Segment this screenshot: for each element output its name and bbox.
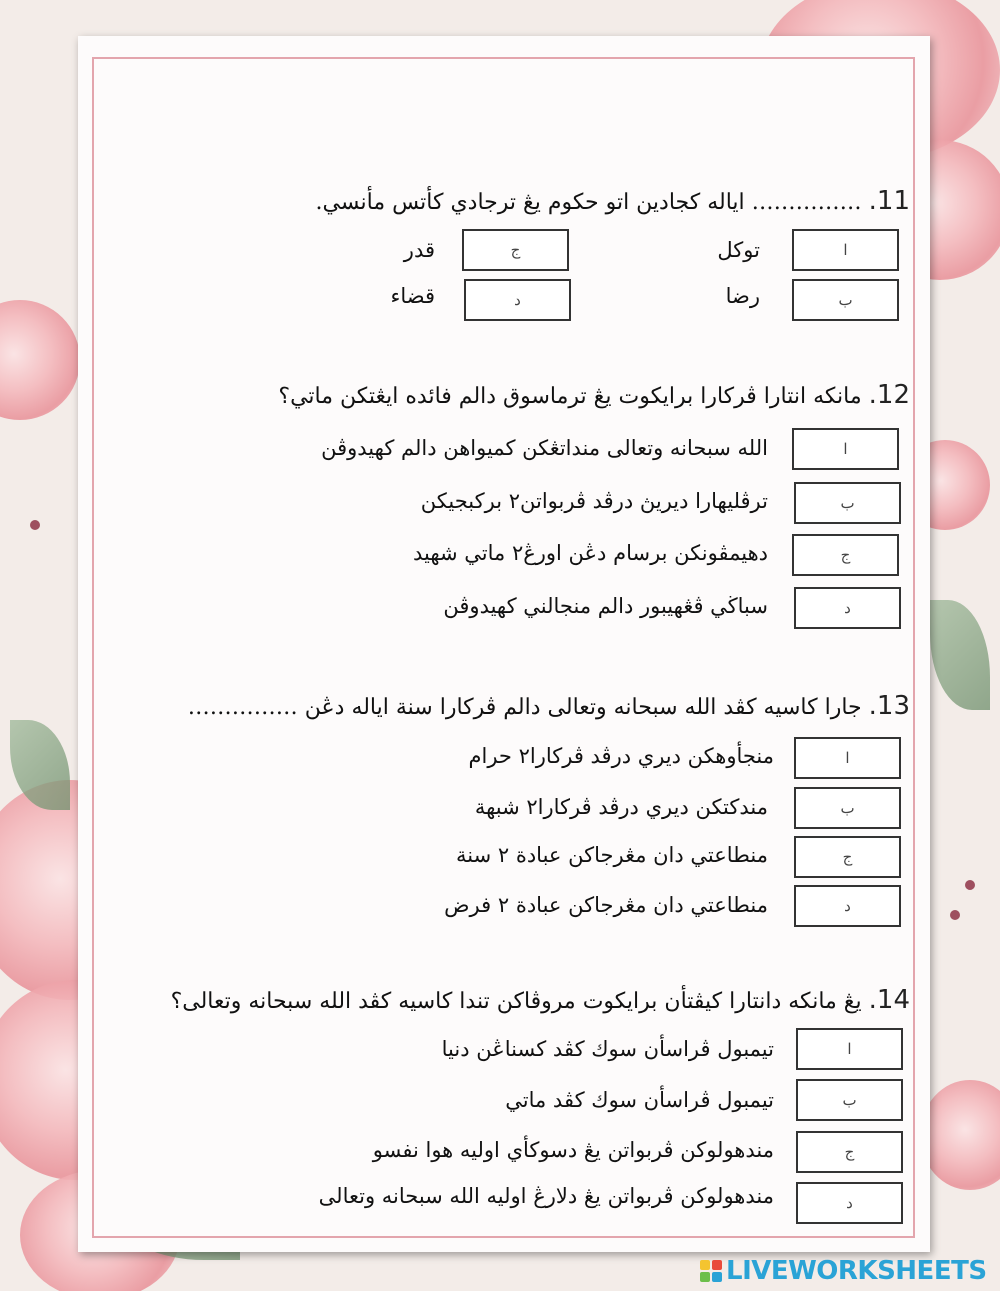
answer-box-d[interactable]: د <box>794 885 901 927</box>
option-d: سباڬي ڤڠهيبور دالم منجالني كهيدوڤن <box>443 594 768 618</box>
answer-box-c[interactable]: ج <box>462 229 569 271</box>
logo-icon <box>700 1260 722 1282</box>
option-d: قضاء <box>390 284 435 308</box>
question-text: مانكه انتارا ڤركارا برايكوت يڠ ترماسوق دالم فائده ايڠتكن ماتي؟ <box>278 384 862 409</box>
question-text: يڠ مانكه دانتارا كيڤتأن برايكوت مروڤاكن تندا كاسيه كڤد الله سبحانه وتعالى؟ <box>170 989 862 1014</box>
option-b: رضا <box>725 284 760 308</box>
option-c: مندهولوكن ڤربواتن يڠ دسوكأي اوليه هوا نفسو <box>372 1138 774 1162</box>
question-number: 12. <box>868 380 910 410</box>
answer-box-d[interactable]: د <box>794 587 901 629</box>
question-11 <box>316 186 910 216</box>
question-text: جارا كاسيه كڤد الله سبحانه وتعالى دالم ڤركارا سنة اياله دڠن …………… <box>187 695 862 720</box>
option-d: مندهولوكن ڤربواتن يڠ دلارڠ اوليه الله سبحانه وتعالى <box>318 1184 774 1208</box>
option-c: منطاعتي دان مڠرجاكن عبادة ٢ سنة <box>456 843 768 867</box>
answer-box-b[interactable]: ب <box>794 482 901 524</box>
option-c: قدر <box>403 238 435 262</box>
liveworksheets-logo <box>700 1256 987 1286</box>
question-number: 14. <box>868 985 910 1015</box>
answer-box-d[interactable]: د <box>464 279 571 321</box>
option-a: توكل <box>717 238 760 262</box>
answer-box-c[interactable]: ج <box>796 1131 903 1173</box>
question-12 <box>278 380 910 410</box>
answer-box-a[interactable]: ا <box>792 229 899 271</box>
option-a: تيمبول ڤراسأن سوك كڤد كسناڠن دنيا <box>441 1037 774 1061</box>
option-d: منطاعتي دان مڠرجاكن عبادة ٢ فرض <box>444 893 768 917</box>
answer-box-a[interactable]: ا <box>792 428 899 470</box>
answer-box-a[interactable]: ا <box>794 737 901 779</box>
answer-box-b[interactable]: ب <box>796 1079 903 1121</box>
answer-box-b[interactable]: ب <box>792 279 899 321</box>
question-14 <box>171 985 910 1015</box>
question-13 <box>188 691 910 721</box>
answer-box-a[interactable]: ا <box>796 1028 903 1070</box>
logo-text: LIVEWORKSHEETS <box>726 1256 987 1286</box>
option-a: الله سبحانه وتعالى منداتڠكن كميواهن دالم كهيدوڤن <box>321 436 768 460</box>
option-c: دهيمڤونكن برسام دڠن اورڠ٢ ماتي شهيد <box>412 541 768 565</box>
answer-box-d[interactable]: د <box>796 1182 903 1224</box>
answer-box-c[interactable]: ج <box>792 534 899 576</box>
option-a: منجأوهكن ديري درڤد ڤركارا٢ حرام <box>468 744 774 768</box>
option-b: تيمبول ڤراسأن سوك كڤد ماتي <box>505 1088 774 1112</box>
option-b: ترڤليهارا ديريڽ درڤد ڤربواتن٢ بركبجيكن <box>420 489 768 513</box>
answer-box-c[interactable]: ج <box>794 836 901 878</box>
option-b: مندكتكن ديري درڤد ڤركارا٢ شبهة <box>474 795 768 819</box>
answer-box-b[interactable]: ب <box>794 787 901 829</box>
question-number: 11. <box>868 186 910 216</box>
question-number: 13. <box>868 691 910 721</box>
question-text: …………… اياله كجادين اتو حكوم يڠ ترجادي كأتس مأنسي. <box>315 190 862 215</box>
